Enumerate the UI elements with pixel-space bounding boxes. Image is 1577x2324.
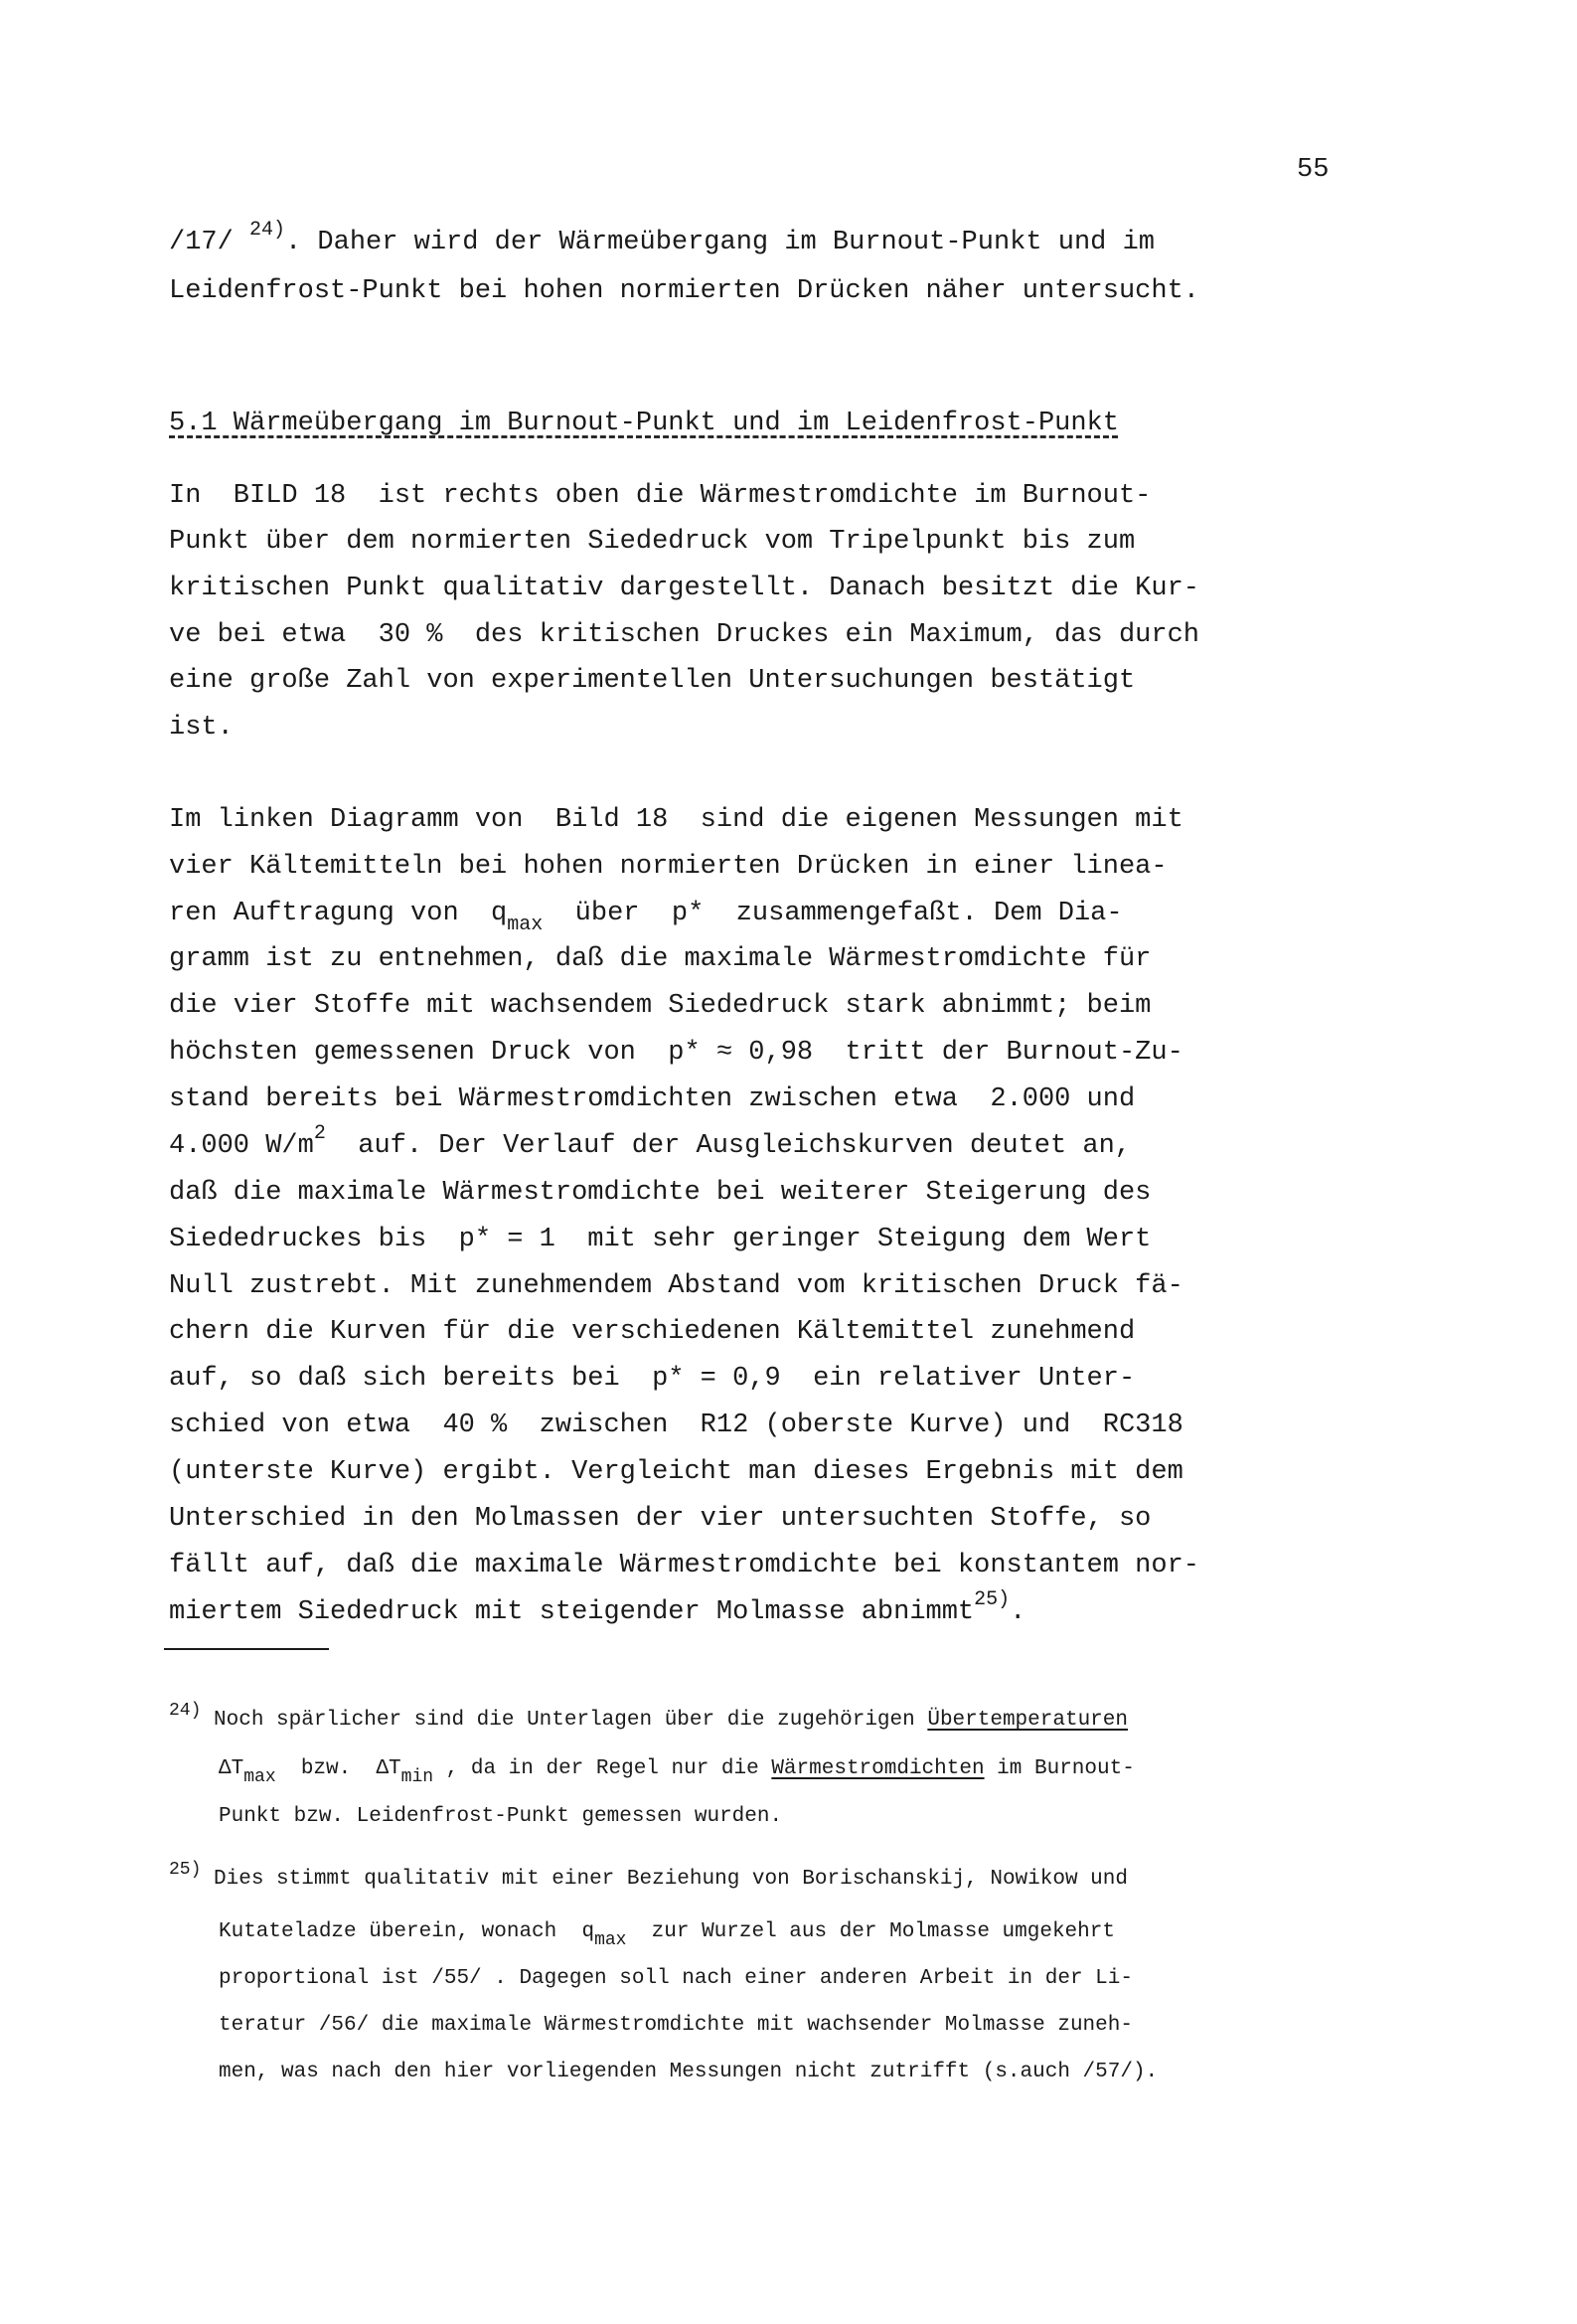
footnote-text: ΔT [219,1757,244,1780]
paragraph-2-line: schied von etwa 40 % zwischen R12 (oberste Kurve) und RC318 [169,1411,1183,1440]
footnote-text: , da in der Regel nur die [433,1757,772,1780]
paragraph-2-line: chern die Kurven für die verschiedenen Kältemittel zunehmend [169,1317,1136,1347]
footnote-number: 25) [169,1860,202,1880]
paragraph-1-line: In BILD 18 ist rechts oben die Wärmestromdichte im Burnout- [169,481,1152,511]
paragraph-2-line: (unterste Kurve) ergibt. Vergleicht man dieses Ergebnis mit dem [169,1457,1183,1487]
footnote-ref-24: 24) [249,219,286,242]
section-heading: 5.1 Wärmeübergang im Burnout-Punkt und im Leidenfrost-Punkt [169,409,1119,438]
paragraph-2-line: Im linken Diagramm von Bild 18 sind die eigenen Messungen mit [169,805,1183,835]
footnote-text: zur Wurzel aus der Molmasse umgekehrt [626,1920,1115,1943]
paragraph-1-line: Punkt über dem normierten Siededruck vom Tripelpunkt bis zum [169,527,1136,557]
paragraph-2-line [169,899,1123,936]
paragraph-text: auf. Der Verlauf der Ausgleichskurven deutet an, [325,1131,1131,1161]
subscript-max: max [243,1767,276,1787]
page-number: 55 [1297,155,1330,185]
paragraph-2-line: Null zustrebt. Mit zunehmendem Abstand vom kritischen Druck fä- [169,1271,1183,1301]
paragraph-text: 4.000 W/m [169,1131,314,1161]
subscript-max: max [594,1930,627,1950]
paragraph-2-line: daß die maximale Wärmestromdichte bei weiterer Steigerung des [169,1178,1152,1208]
footnote-underlined: Wärmestromdichten [771,1757,985,1780]
footnote-ref-25: 25) [974,1588,1011,1611]
paragraph-2-line: Unterschied in den Molmassen der vier untersuchten Stoffe, so [169,1504,1152,1534]
intro-line-2: Leidenfrost-Punkt bei hohen normierten Drücken näher untersucht. [169,276,1199,306]
paragraph-text: über p* zusammengefaßt. Dem Dia- [543,899,1123,928]
subscript-max: max [507,913,544,936]
footnote-25-line [169,1860,1128,1891]
footnote-divider [164,1648,329,1650]
footnote-text: Noch spärlicher sind die Unterlagen über die zugehörigen [214,1709,928,1732]
footnote-underlined: Übertemperaturen [927,1709,1128,1732]
footnote-25-line: proportional ist /55/ . Dagegen soll nach einer anderen Arbeit in der Li- [219,1967,1133,1990]
intro-text: /17/ [169,228,250,257]
footnote-24-line: Punkt bzw. Leidenfrost-Punkt gemessen wurden. [219,1805,783,1828]
paragraph-1-line: ist. [169,713,234,743]
footnote-24-line [169,1701,1128,1732]
subscript-min: min [400,1767,434,1787]
intro-line-1 [169,219,1155,257]
paragraph-text: . [1010,1597,1026,1627]
paragraph-1-line: eine große Zahl von experimentellen Untersuchungen bestätigt [169,666,1136,696]
footnote-text [201,1709,214,1732]
superscript-2: 2 [313,1122,326,1145]
paragraph-2-line: auf, so daß sich bereits bei p* = 0,9 ein relativer Unter- [169,1364,1136,1394]
paragraph-1-line: kritischen Punkt qualitativ dargestellt. Danach besitzt die Kur- [169,574,1199,603]
footnote-24-line [219,1757,1135,1787]
paragraph-2-line [169,1588,1026,1627]
footnote-text [201,1868,214,1891]
footnote-25-line [219,1920,1115,1950]
paragraph-2-line: die vier Stoffe mit wachsendem Siededruck stark abnimmt; beim [169,991,1152,1021]
paragraph-1-line: ve bei etwa 30 % des kritischen Druckes ein Maximum, das durch [169,620,1199,650]
footnote-25-line: men, was nach den hier vorliegenden Messungen nicht zutrifft (s.auch /57/). [219,2061,1159,2083]
paragraph-2-line: höchsten gemessenen Druck von p* ≈ 0,98 tritt der Burnout-Zu- [169,1038,1183,1068]
footnote-text: Dies stimmt qualitativ mit einer Beziehung von Borischanskij, Nowikow und [214,1868,1128,1891]
paragraph-2-line: fällt auf, daß die maximale Wärmestromdichte bei konstantem nor- [169,1551,1199,1580]
paragraph-text: ren Auftragung von q [169,899,508,928]
paragraph-2-line [169,1122,1131,1161]
paragraph-text: miertem Siededruck mit steigender Molmasse abnimmt [169,1597,975,1627]
footnote-number: 24) [169,1701,202,1721]
intro-text: . Daher wird der Wärmeübergang im Burnout-Punkt und im [285,228,1155,257]
footnote-text: Kutateladze überein, wonach q [219,1920,595,1943]
paragraph-2-line: gramm ist zu entnehmen, daß die maximale Wärmestromdichte für [169,944,1152,974]
footnote-text: im Burnout- [984,1757,1135,1780]
paragraph-2-line: Siededruckes bis p* = 1 mit sehr geringer Steigung dem Wert [169,1225,1152,1254]
paragraph-2-line: vier Kältemitteln bei hohen normierten Drücken in einer linea- [169,852,1168,882]
footnote-text: bzw. ΔT [275,1757,401,1780]
paragraph-2-line: stand bereits bei Wärmestromdichten zwischen etwa 2.000 und [169,1084,1136,1114]
footnote-25-line: teratur /56/ die maximale Wärmestromdichte mit wachsender Molmasse zuneh- [219,2014,1133,2037]
